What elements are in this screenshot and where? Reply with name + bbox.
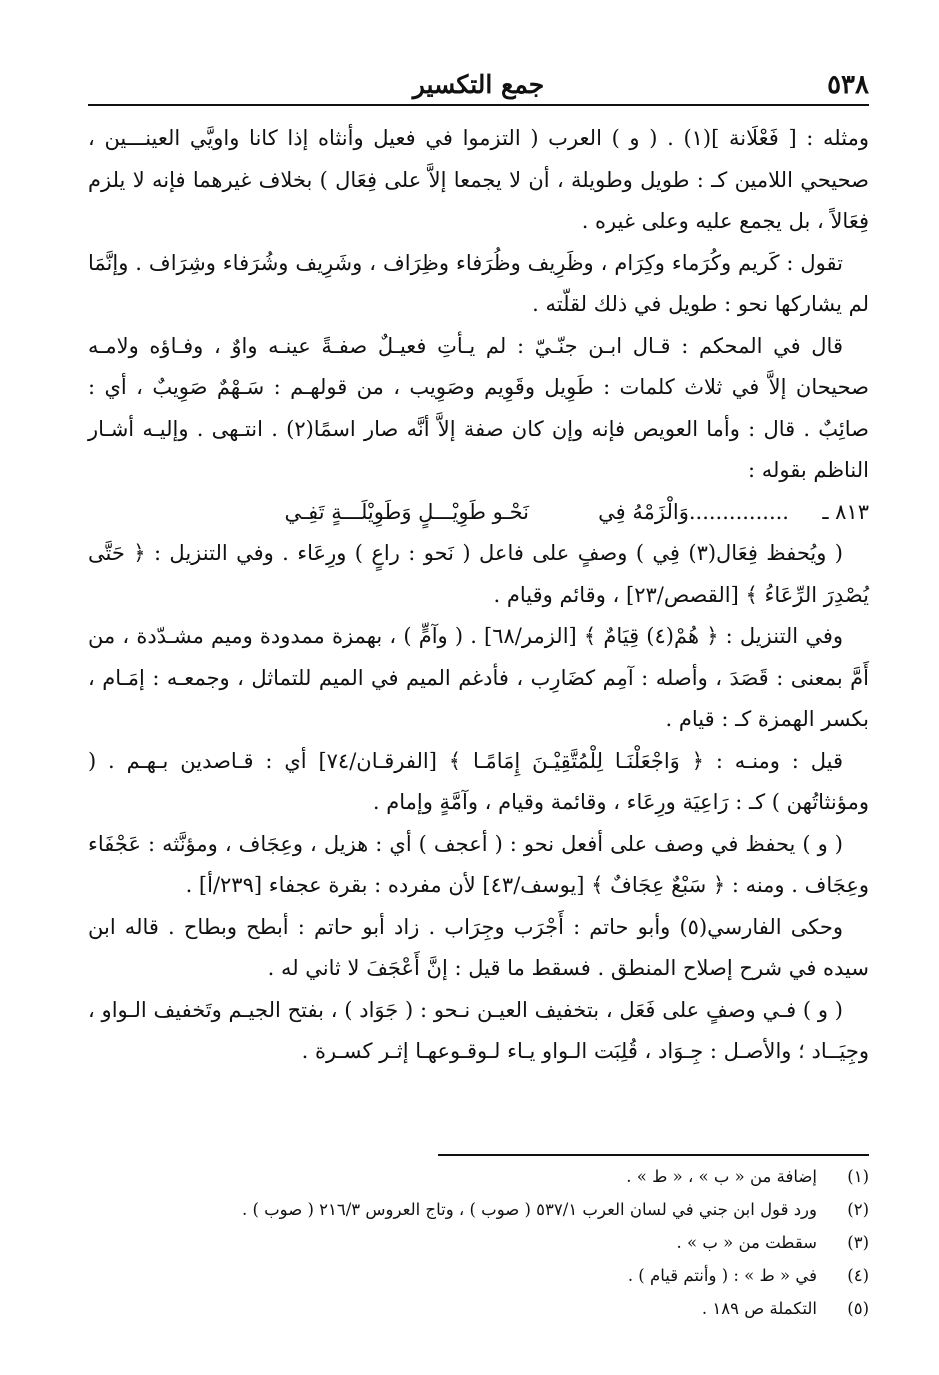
paragraph-1: ومثله : [ فَعْلَانة ](١) . ( و ) العرب ( التزموا في فعيل وأنثاه إذا كانا واويَّي العينـــين ، صحيحي اللامين كـ : طويل وطويلة ، أن لا يجمعا إلاَّ على فِعَال ) بخلاف غيرهما فإنه لا يلزم فِعَالاً ، بل يجمع عليه وعلى غيره . [88,126,869,233]
verse-second-hemistich: نَحْـو طَوِيْـــلٍ وَطَوِيْلَـــةٍ تَفِـي [284,499,529,524]
running-title: جمع التكسير [412,70,545,99]
footnote-text: ورد قول ابن جني في لسان العرب ٥٣٧/١ ( صوب ) ، وتاج العروس ٢١٦/٣ ( صوب ) . [241,1200,817,1219]
paragraph-7: ( و ) يحفظ في وصف على أفعل نحو : ( أعجف ) أي : هزيل ، وعِجَاف ، ومؤنَّثه : عَجْفَاء وعِجَاف . ومنه : ﴿ سَبْعٌ عِجَافٌ ﴾ [يوسف/٤٣] لأن مفرده : بقرة عجفاء [٢٣٩/أ] . [88,831,869,897]
paragraph-5: وفي التنزيل : ﴿ هُمْ(٤) قِيَامٌ ﴾ [الزمر/٦٨] . ( وآمٍّ ) ، بهمزة ممدودة وميم مشـدّدة ، من أَمَّ بمعنى : قَصَدَ ، وأصله : آمِم كضَارِب ، فأدغم الميم في الميم للتماثل ، وجمعـه : إمَـام ، بكسر الهمزة كـ : قيام . [88,624,869,731]
footnote-text: التكملة ص ١٨٩ . [701,1299,817,1318]
poem-verse [88,492,869,534]
footnote-number: (٤) [847,1266,869,1285]
page-header [88,68,869,106]
paragraph-4: ( ويُحفظ فِعَال(٣) فِي ) وصفٍ على فاعل ( نَحو : راعٍ ) ورِعَاء . وفي التنزيل : ﴿ حَتَّى يُصْدِرَ الرِّعَاءُ ﴾ [القصص/٢٣] ، وقائم وقيام . [88,541,869,607]
paragraph-8: وحكى الفارسي(٥) وأبو حاتم : أَجْرَب وجِرَاب . زاد أبو حاتم : أبطح وبطاح . قاله ابن سيده في شرح إصلاح المنطق . فسقط ما قيل : إنَّ أَعْجَفَ لا ثاني له . [88,914,869,980]
page-number: ٥٣٨ [827,70,869,100]
footnote-number: (٥) [847,1299,869,1318]
footnote-text: سقطت من « ب » . [676,1233,817,1252]
footnote-text: في « ط » : ( وأنتم قيام ) . [627,1266,817,1285]
footnote-text: إضافة من « ب » ، « ط » . [626,1167,817,1186]
paragraph-9: ( و ) فـي وصفٍ على فَعَل ، بتخفيف العيـن نـحو : ( جَوَاد ) ، بفتح الجيـم وتَخفيف الـواو ، وجِيَــاد ؛ والأصـل : جِـوَاد ، قُلِبَت الـواو يـاء لـوقـوعهـا إثـر كسـرة . [88,997,869,1063]
footnote-number: (٣) [847,1233,869,1252]
paragraph-2: تقول : كَريم وكُرَماء وكِرَام ، وظَرِيف وظُرَفاء وظِرَاف ، وشَرِيف وشُرَفاء وشِرَاف . وإنَّمَا لم يشاركها نحو : طويل في ذلك لقلّته . [88,250,869,316]
footnote [88,1259,869,1292]
paragraph-3: قال في المحكم : قـال ابـن جنّـيّ : لم يـأتِ فعيـلٌ صفـةً عينـه واوٌ ، وفـاؤه ولامـه صحيحان إلاَّ في ثلاث كلمات : طَوِيل وقَوِيم وصَوِيب ، من قولهـم : سَـهْمٌ صَوِيبٌ ، أي : صائِبٌ . قال : وأما العويص فإنه وإن كان صفة إلاَّ أنَّه صار اسمًا(٢) . انتـهى . وإليـه أشـار الناظم بقوله : [88,333,869,482]
footnote [88,1292,869,1325]
verse-first-hemistich: ...............وَالْزَمْهُ فِي [598,499,789,524]
footnotes [88,1160,869,1325]
verse-number: ٨١٣ ـ [822,499,869,524]
main-text [88,118,869,1073]
footnote-separator [438,1154,869,1156]
footnote [88,1160,869,1193]
footnote [88,1226,869,1259]
footnote [88,1193,869,1226]
footnote-number: (١) [847,1167,869,1186]
paragraph-6: قيل : ومنـه : ﴿ وَاجْعَلْنَـا لِلْمُتَّقِيْـنَ إِمَامًـا ﴾ [الفرقـان/٧٤] أي : قـاصدين بـهـم . ( ومؤنثاتُهن ) كـ : رَاعِيَة ورِعَاء ، وقائمة وقيام ، وآمَّةٍ وإمام . [88,748,869,814]
footnote-number: (٢) [847,1200,869,1219]
